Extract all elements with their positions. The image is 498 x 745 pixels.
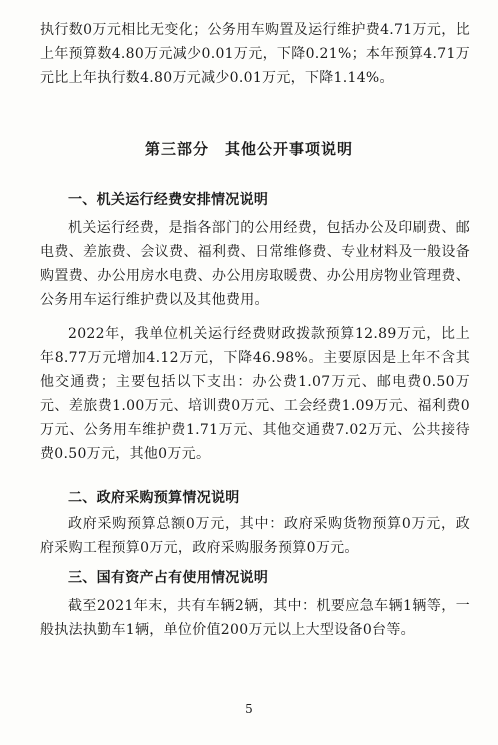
section-3-paragraph-1: 截至2021年末，共有车辆2辆，其中：机要应急车辆1辆等，一般执法执勤车1辆，单位价值200万元以上大型设备0台等。	[40, 598, 470, 638]
section-1-paragraph-2: 2022年，我单位机关运行经费财政拨款预算12.89万元，比上年8.77万元增加4.12万元，下降46.98%。主要原因是上年不含其他交通费；主要包括以下支出：办公费1.07万元、邮电费0.50万元、差旅费1.00万元、培训费0万元、工会经费1.09万元、福利费0万元、公务用车维护费1.71万元、其他交通费7.02万元、公共接待费0.50万元，其他0万元。	[40, 326, 470, 462]
section-heading-3: 三、国有资产占有使用情况说明	[68, 570, 269, 586]
section-heading-1: 一、机关运行经费安排情况说明	[68, 192, 269, 208]
part-title: 第三部分 其他公开事项说明	[144, 140, 353, 158]
section-heading-2: 二、政府采购预算情况说明	[68, 490, 240, 506]
intro-paragraph: 执行数0万元相比无变化；公务用车购置及运行维护费4.71万元，比上年预算数4.80万元减少0.01万元，下降0.21%；本年预算4.71万元比上年执行数4.80万元减少0.01万元，下降1.14%。	[40, 22, 470, 86]
page-number: 5	[245, 702, 253, 716]
section-1-paragraph-1: 机关运行经费，是指各部门的公用经费，包括办公及印刷费、邮电费、差旅费、会议费、福利费、日常维修费、专业材料及一般设备购置费、办公用房水电费、办公用房取暖费、办公用房物业管理费、公务用车运行维护费以及其他费用。	[40, 220, 470, 308]
section-2-paragraph-1: 政府采购预算总额0万元，其中：政府采购货物预算0万元，政府采购工程预算0万元，政府采购服务预算0万元。	[40, 516, 470, 556]
